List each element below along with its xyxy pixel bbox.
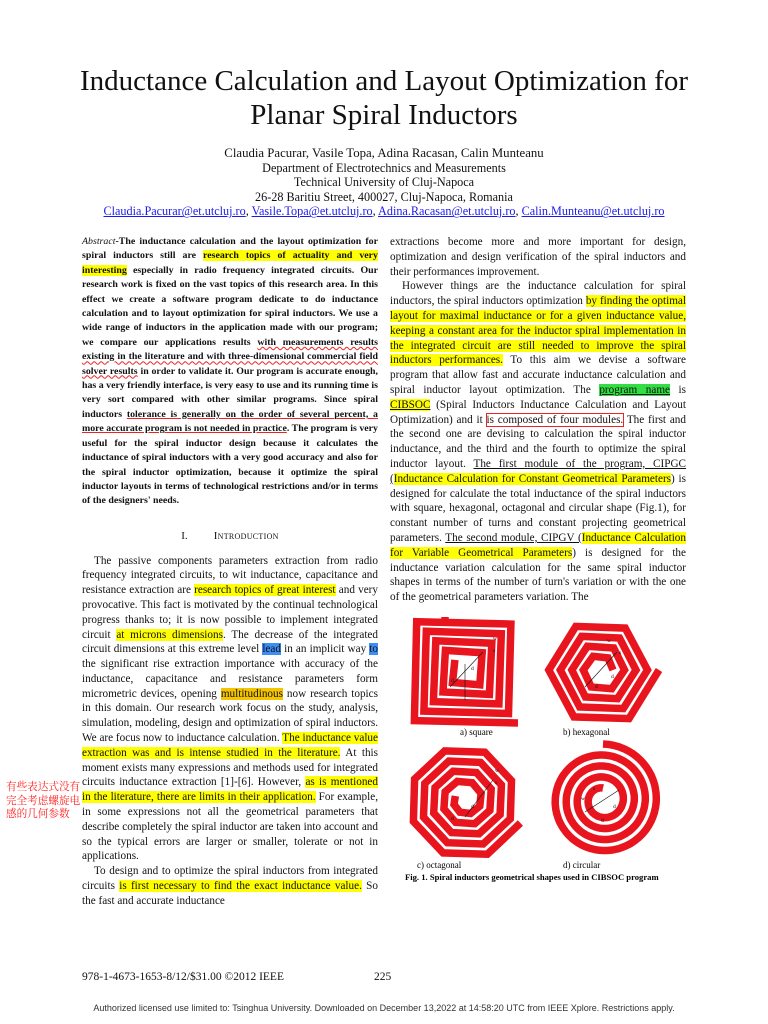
authorized-use-notice: Authorized licensed use limited to: Tsinghua University. Downloaded on December 13,2022 at 14:58:20 UTC from IEEE Xplore. Restrictions apply. — [93, 1003, 675, 1013]
spiral-trace — [549, 626, 659, 718]
dimension-label: d — [451, 678, 454, 684]
left-column — [82, 235, 378, 909]
figure-caption: Fig. 1. Spiral inductors geometrical shapes used in CIBSOC program — [405, 872, 659, 882]
octagonal-spiral — [413, 751, 520, 854]
page-number: 225 — [374, 971, 392, 983]
highlight: research topics of great interest — [194, 584, 336, 597]
dimension-label: d — [451, 816, 454, 822]
highlight: by finding the optimal layout for maximal inductance or for a given inductance value, keeping a constant area for the inductor spiral implementation in the integrated circuit are still needed to improve the spiral inductors performances. — [390, 295, 686, 367]
dimension-label: d — [613, 804, 616, 810]
dimension-label: w — [495, 768, 499, 774]
highlight: at microns dimensions — [116, 628, 223, 641]
author-address: 26-28 Baritiu Street, 400027, Cluj-Napoca, Romania — [255, 189, 513, 204]
author-block — [40, 146, 728, 219]
dimension-label: s — [619, 650, 622, 656]
highlight-blue: to — [369, 643, 379, 656]
dimension-label: w — [581, 796, 585, 802]
abstract-label: Abstract — [82, 236, 116, 247]
dimension-label: s — [593, 786, 596, 792]
highlight: is first necessary to find the exact inductance value. — [119, 880, 362, 893]
author-emails: Claudia.Pacurar@et.utcluj.ro, Vasile.Topa@et.utcluj.ro, Adina.Racasan@et.utcluj.ro, Calin.Munteanu@et.utcluj.ro — [103, 204, 665, 219]
highlight-orange: multitudinous — [220, 687, 283, 700]
label-hexagonal: b) hexagonal — [563, 727, 610, 737]
label-octagonal: c) octagonal — [417, 860, 462, 870]
dimension-label: d — [611, 674, 614, 680]
right-paragraph-0: extractions become more and more important for design, optimization and design verification of the spiral inductors and their performances improvement. — [390, 236, 686, 278]
intro-paragraph-1: The passive components parameters extraction from radio frequency integrated circuits, to wit inductance, capacitance and resistance extraction are research topics of great interest and very provocative. This fact is motivated by the continual technological progress thanks to; it is now possible to implement integrated circuit at microns dimensions. The decrease of the integrated circuit dimensions at this extreme level lead in an implicit way to the significant rise extraction importance with accuracy of the inductance, capacitance and resistance parameters form micrometric devices, opening multitudinous now research topics in this domain. Our research work focus on the study, analysis, simulation, modeling, design and optimization of spiral inductors. We are focus now to inductance calculation. The inductance value extraction was and is intense studied in the literature. At this moment exists many expressions and methods used for integrated circuits inductance extraction [1]-[6]. However, as is mentioned in the literature, there are limits in their application. For example, in some expressions not all the geometrical parameters that describe completely the spiral inductor are taken into account and so the typical errors are larger or smaller, tolerate or not in applications. — [82, 554, 379, 863]
dimension-label: s — [495, 780, 498, 786]
highlight: Inductance Calculation for Variable Geometrical Parameters — [390, 531, 686, 559]
wavy-underline: with measurements results existing in the literature and with three-dimensional commercial field solver results — [82, 336, 378, 377]
highlight-green: program name — [599, 383, 670, 396]
underline: The second module, CIPGV ( — [445, 531, 582, 544]
email-link[interactable]: Calin.Munteanu@et.utcluj.ro — [521, 204, 665, 219]
intro-paragraph-2: To design and to optimize the spiral inductors from integrated circuits is first necessary to find the exact inductance value. So the fast and accurate inductance — [82, 865, 378, 907]
right-column — [390, 235, 686, 605]
highlight: CIBSOC — [390, 398, 431, 411]
spiral-trace — [555, 744, 656, 851]
figure-1 — [405, 612, 675, 887]
dimension-label: d — [471, 804, 474, 810]
highlight: The inductance value extraction was and is intense studied in the literature. — [82, 732, 378, 759]
author-names: Claudia Pacurar, Vasile Topa, Adina Racasan, Calin Munteanu — [224, 146, 544, 160]
highlight: Inductance Calculation for Constant Geometrical Parameters — [393, 472, 672, 485]
email-link[interactable]: Claudia.Pacurar@et.utcluj.ro — [103, 204, 246, 219]
highlight: research topics of actuality and very interesting — [82, 250, 378, 276]
author-department: Department of Electrotechnics and Measurements — [262, 160, 506, 175]
underline: The first module of the program, CIPGC ( — [390, 457, 687, 485]
circular-spiral — [555, 744, 656, 851]
section-heading: I. Introduction — [181, 529, 279, 542]
dimension-label: s — [493, 648, 496, 654]
dimension-label: d — [471, 666, 474, 672]
spiral-trace — [414, 622, 518, 723]
handwritten-note: 有些表达式没有完全考虑螺旋电感的几何参数 — [6, 781, 81, 821]
red-box: is composed of four modules. — [486, 413, 624, 426]
label-circular: d) circular — [563, 860, 601, 870]
dimension-label: d — [601, 818, 604, 824]
email-link[interactable]: Adina.Racasan@et.utcluj.ro — [378, 204, 516, 219]
email-link[interactable]: Vasile.Topa@et.utcluj.ro — [251, 204, 373, 219]
dimension-label: d — [595, 684, 598, 690]
dimension-label: w — [493, 636, 497, 642]
paper-title: Inductance Calculation and Layout Optimization for Planar Spiral Inductors — [80, 65, 688, 131]
right-paragraph-1: However things are the inductance calculation for spiral inductors, the spiral inductors optimization by finding the optimal layout for maximal inductance or for a given inductance value, keeping a constant area for the inductor spiral implementation in the integrated circuit are still needed to improve the spiral inductors performances. To this aim we devise a software program that allow fast and accurate inductance calculation and spiral inductor layout optimization. The program name is CIBSOC (Spiral Inductors Inductance Calculation and Layout Optimization) and it is composed of four modules. The first and the second one are devising to calculation the spiral inductor inductance, and the third and the fourth to optimize the spiral inductor layout. The first module of the program, CIPGC (Inductance Calculation for Constant Geometrical Parameters) is designed for calculate the total inductance of the spiral inductors with square, hexagonal, octagonal and circular shape (Fig.1), for constant number of turns and constant projecting geometrical parameters. The second module, CIPGV (Inductance Calculation for Variable Geometrical Parameters) is designed for the inductance variation calculation for the same spiral inductor shapes in terms of the number of turn's variation or with the one of the geometrical parameters variation. The — [390, 280, 687, 604]
highlight-blue: lead — [262, 643, 281, 656]
dimension-label: w — [607, 638, 611, 644]
author-university: Technical University of Cluj-Napoca — [293, 175, 475, 190]
highlight: as is mentioned in the literature, there are limits in their application. — [82, 776, 378, 804]
label-square: a) square — [460, 727, 493, 737]
spiral-inductors-figure — [405, 612, 675, 887]
spiral-trace — [413, 751, 520, 854]
hexagonal-spiral — [549, 626, 659, 718]
isbn-footer: 978-1-4673-1653-8/12/$31.00 ©2012 IEEE — [82, 971, 284, 983]
red-underline: tolerance is generally on the order of several percent, a more accurate program is not needed in practice — [82, 408, 378, 435]
abstract: Abstract-The inductance calculation and the layout optimization for spiral inductors still are research topics of actuality and very interesting especially in radio frequency integrated circuits. Our research work is fixed on the vast topics of this research area. In this effect we create a software program dedicate to do inductance calculation and to layout optimization for spiral inductors. We use a wide range of inductors in the application made with our program; we compare our applications results with measurements results existing in the literature and with three-dimensional commercial field solver results in order to validate it. Our program is accurate enough, has a very friendly interface, is very easy to use and its running time is very sort compared with other similar programs. Since spiral inductors tolerance is generally on the order of several percent, a more accurate program is not needed in practice. The program is very useful for the spiral inductor design because it calculates the inductance of spiral inductors with a very good accuracy and also for the spiral inductor optimization, because it optimize the spiral inductor layouts in terms of technological restrictions and/or in terms of the designers' needs. — [82, 236, 378, 507]
